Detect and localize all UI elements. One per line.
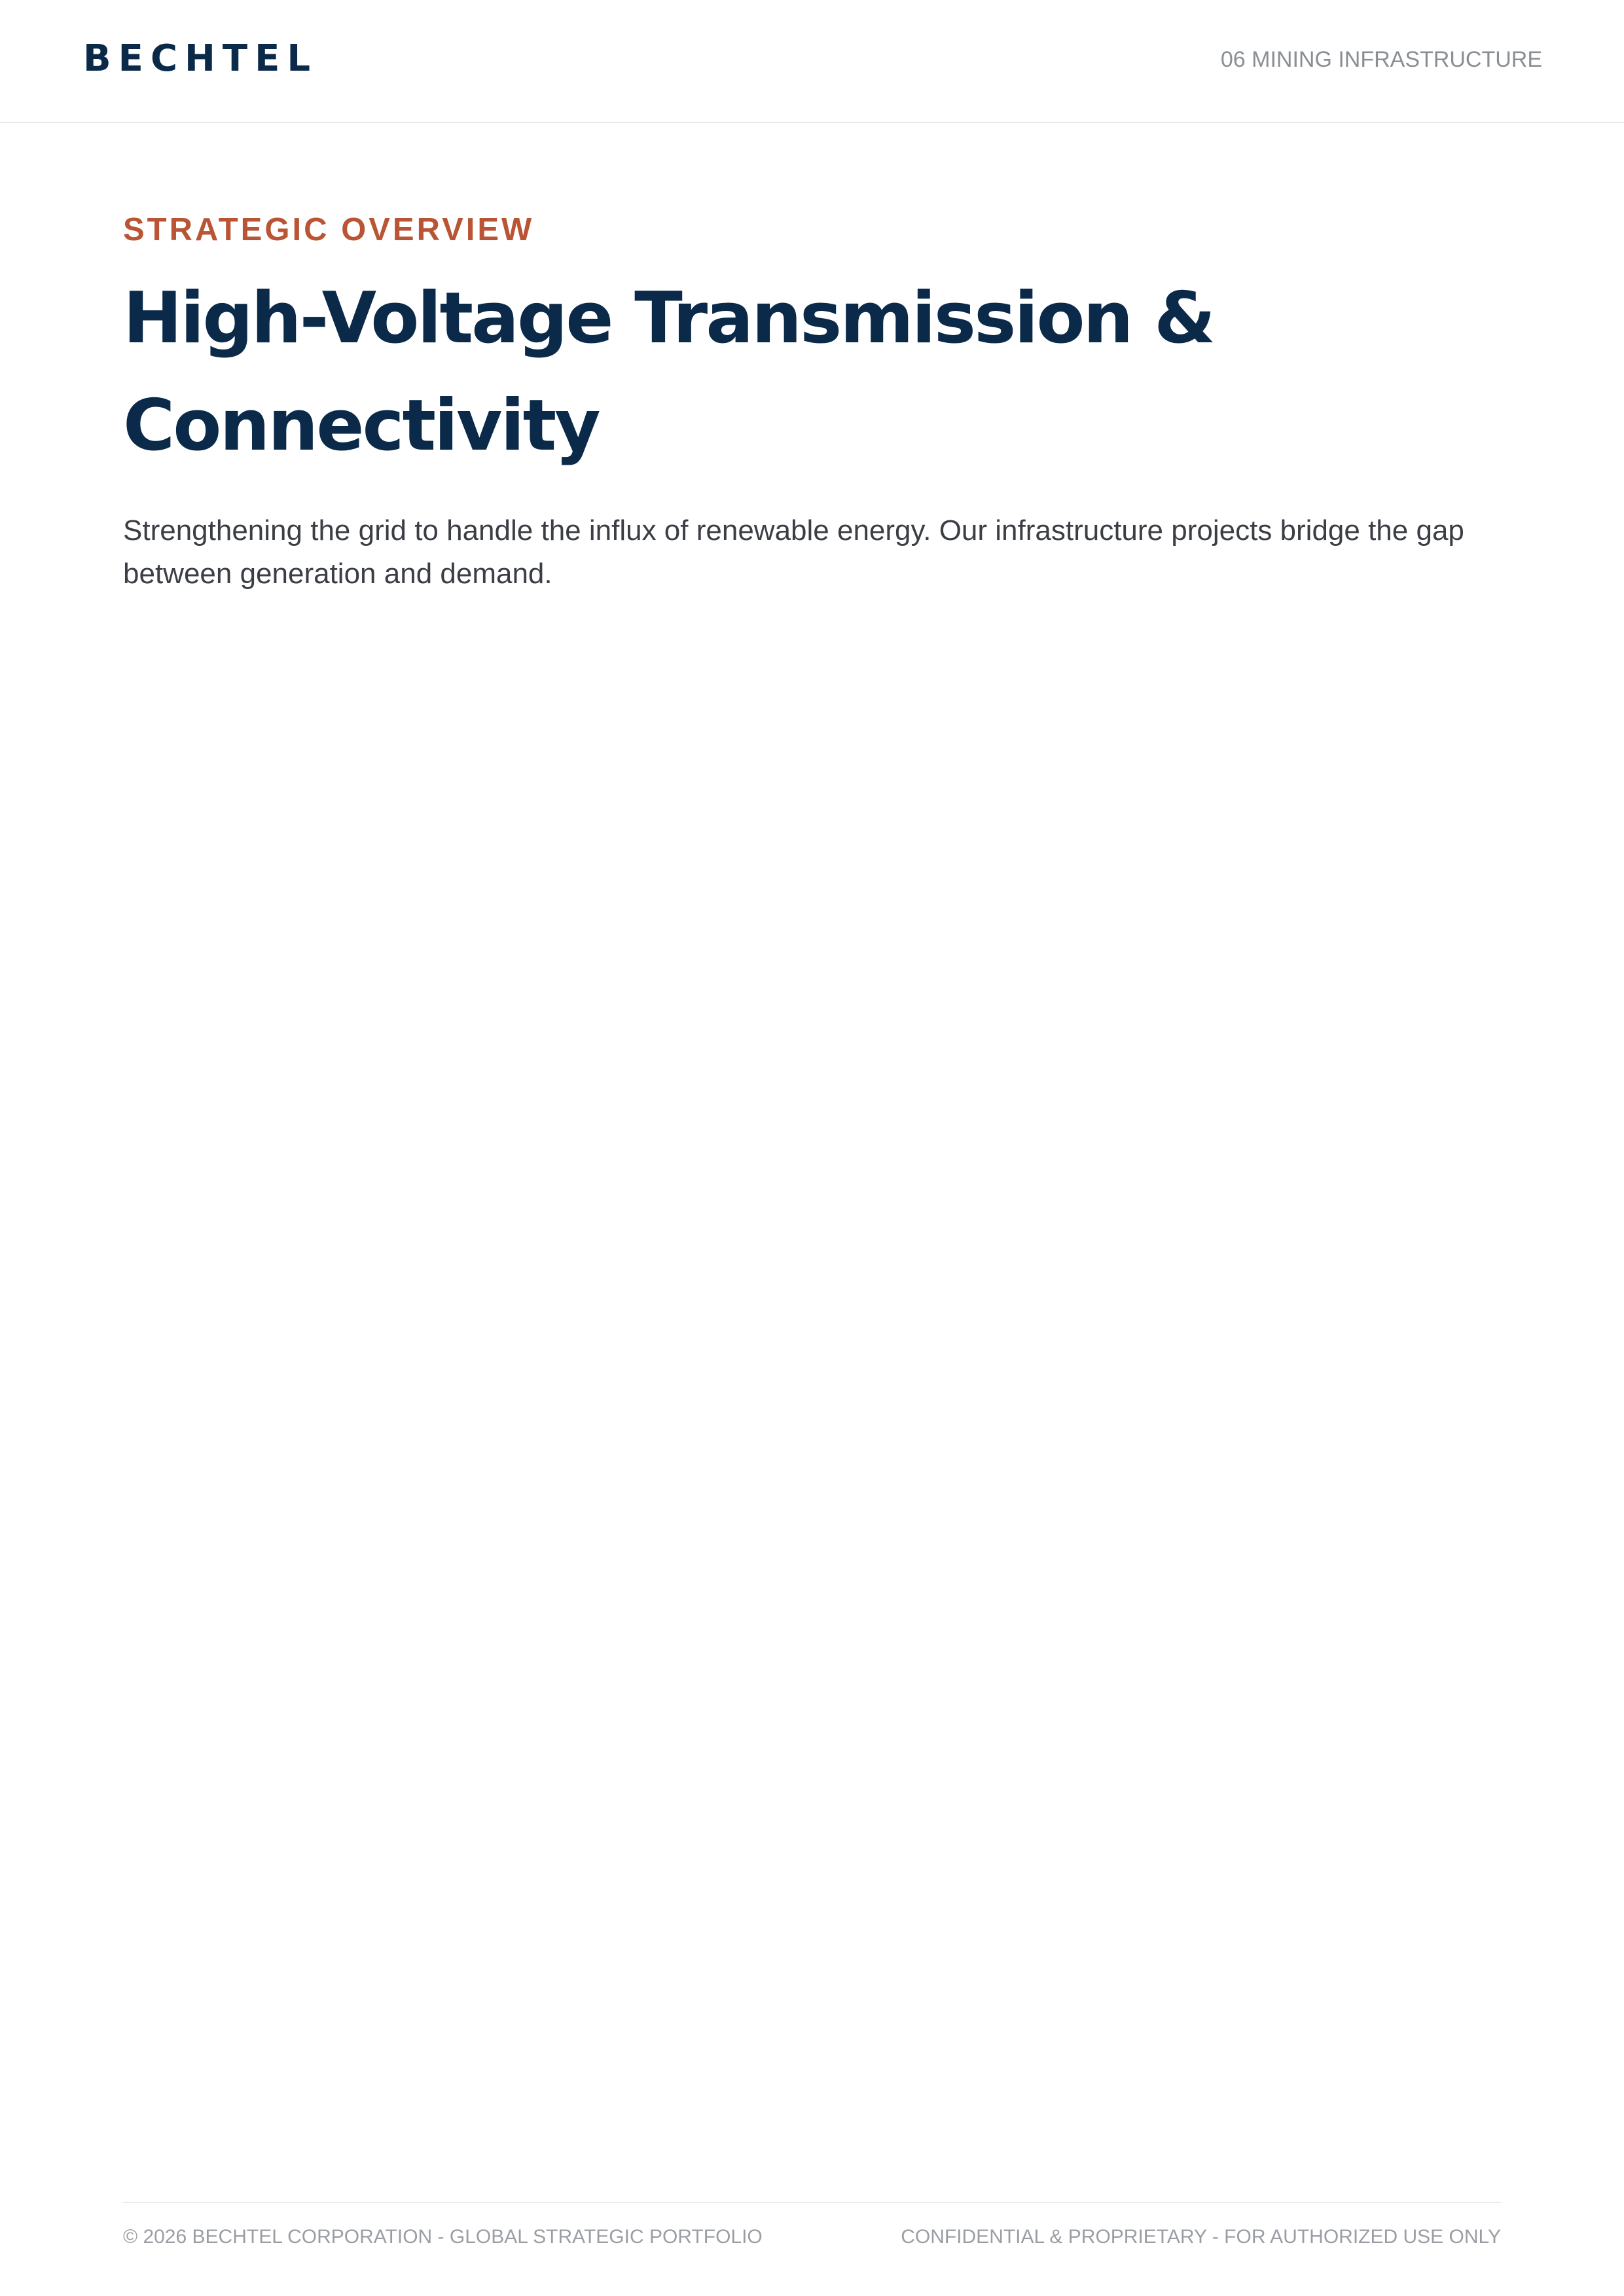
page-title bbox=[123, 265, 1563, 480]
intro-paragraph: Strengthening the grid to handle the influx of renewable energy. Our infrastructure projects bridge the gap between generation and demand. bbox=[123, 514, 1464, 590]
section-label: 06 MINING INFRASTRUCTURE bbox=[1220, 47, 1542, 72]
eyebrow-label: STRATEGIC OVERVIEW bbox=[123, 212, 535, 247]
page-title-line-1: High-Voltage Transmission & bbox=[123, 278, 1214, 359]
footer-divider bbox=[123, 2202, 1501, 2203]
bechtel-logo: BECHTEL bbox=[83, 37, 318, 80]
page-title-line-2: Connectivity bbox=[123, 385, 599, 467]
footer-copyright: © 2026 BECHTEL CORPORATION - GLOBAL STRATEGIC PORTFOLIO bbox=[123, 2226, 763, 2248]
footer-confidential: CONFIDENTIAL & PROPRIETARY - FOR AUTHORIZED USE ONLY bbox=[901, 2226, 1501, 2248]
page-header bbox=[0, 0, 1624, 123]
